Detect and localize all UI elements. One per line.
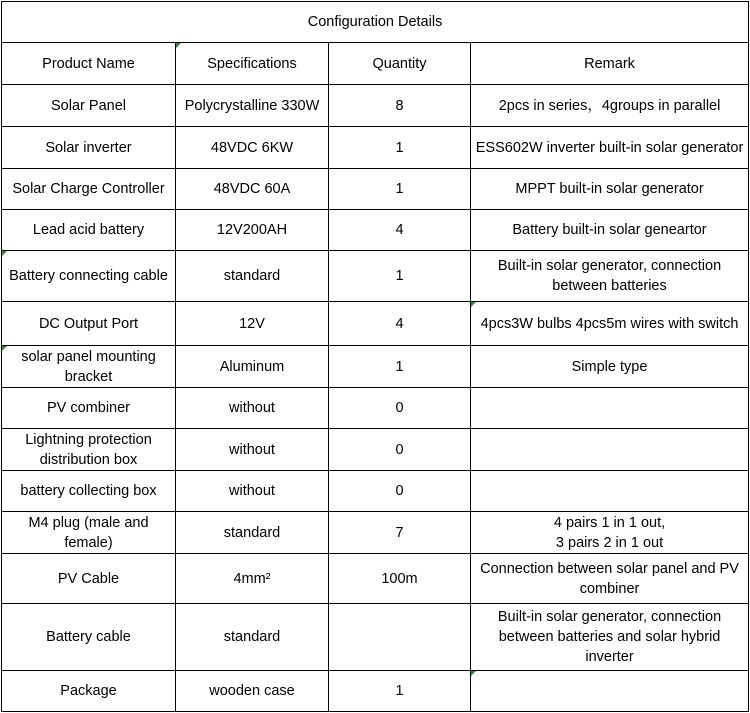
remark-cell: Connection between solar panel and PV combiner [471,554,749,604]
table-row [2,388,749,429]
remark-cell [471,388,749,429]
product-name-cell: solar panel mounting bracket [2,346,176,388]
product-name-cell: Battery cable [2,604,176,671]
remark-cell: Simple type [471,346,749,388]
table-row [2,251,749,302]
table-row [2,471,749,512]
product-name-cell: PV combiner [2,388,176,429]
product-name-cell: M4 plug (male and female) [2,512,176,554]
specifications-cell: standard [176,604,329,671]
specifications-cell: without [176,429,329,471]
header-product-name: Product Name [2,43,176,85]
product-name-cell: Lead acid battery [2,210,176,251]
quantity-cell: 8 [329,85,471,127]
quantity-cell: 4 [329,302,471,346]
specifications-cell: without [176,471,329,512]
quantity-cell: 1 [329,127,471,169]
remark-cell [471,512,749,554]
remark-cell [471,671,749,712]
product-name-cell: Lightning protection distribution box [2,429,176,471]
quantity-cell: 0 [329,429,471,471]
table-row [2,302,749,346]
table-row [2,210,749,251]
specifications-cell: standard [176,251,329,302]
remark-cell: MPPT built-in solar generator [471,169,749,210]
product-name-cell: DC Output Port [2,302,176,346]
specifications-cell: Polycrystalline 330W [176,85,329,127]
quantity-cell: 1 [329,169,471,210]
table-row [2,85,749,127]
quantity-cell: 0 [329,471,471,512]
specifications-cell: 48VDC 6KW [176,127,329,169]
product-name-cell: Solar inverter [2,127,176,169]
table-row [2,554,749,604]
remark-line: 4 pairs 1 in 1 out, [553,514,666,531]
specifications-cell: 48VDC 60A [176,169,329,210]
remark-cell [471,429,749,471]
table-row [2,512,749,554]
specifications-cell: 4mm² [176,554,329,604]
remark-cell: 4pcs3W bulbs 4pcs5m wires with switch [471,302,749,346]
quantity-cell: 1 [329,251,471,302]
specifications-cell: wooden case [176,671,329,712]
table-title: Configuration Details [2,2,749,43]
table-row [2,604,749,671]
title-row [2,2,749,43]
product-name-cell: Battery connecting cable [2,251,176,302]
table-row [2,671,749,712]
specifications-cell: 12V200AH [176,210,329,251]
quantity-cell: 4 [329,210,471,251]
specifications-cell: 12V [176,302,329,346]
quantity-cell: 100m [329,554,471,604]
specifications-cell: standard [176,512,329,554]
table-row [2,429,749,471]
quantity-cell: 7 [329,512,471,554]
product-name-cell: Package [2,671,176,712]
quantity-cell [329,604,471,671]
table-row [2,169,749,210]
quantity-cell: 1 [329,346,471,388]
remark-cell: 2pcs in series，4groups in parallel [471,85,749,127]
remark-cell: ESS602W inverter built-in solar generator [471,127,749,169]
product-name-cell: Solar Charge Controller [2,169,176,210]
product-name-cell: Solar Panel [2,85,176,127]
product-name-cell: PV Cable [2,554,176,604]
remark-cell: Built-in solar generator, connection between batteries and solar hybrid inverter [471,604,749,671]
header-row [2,43,749,85]
remark-line: 3 pairs 2 in 1 out [555,534,664,551]
product-name-cell: battery collecting box [2,471,176,512]
quantity-cell: 1 [329,671,471,712]
remark-cell: Battery built-in solar geneartor [471,210,749,251]
configuration-table [1,1,749,712]
specifications-cell: Aluminum [176,346,329,388]
header-quantity: Quantity [329,43,471,85]
specifications-cell: without [176,388,329,429]
remark-cell [471,471,749,512]
table-row [2,127,749,169]
remark-cell: Built-in solar generator, connection between batteries [471,251,749,302]
header-remark: Remark [471,43,749,85]
table-row [2,346,749,388]
quantity-cell: 0 [329,388,471,429]
header-specifications: Specifications [176,43,329,85]
